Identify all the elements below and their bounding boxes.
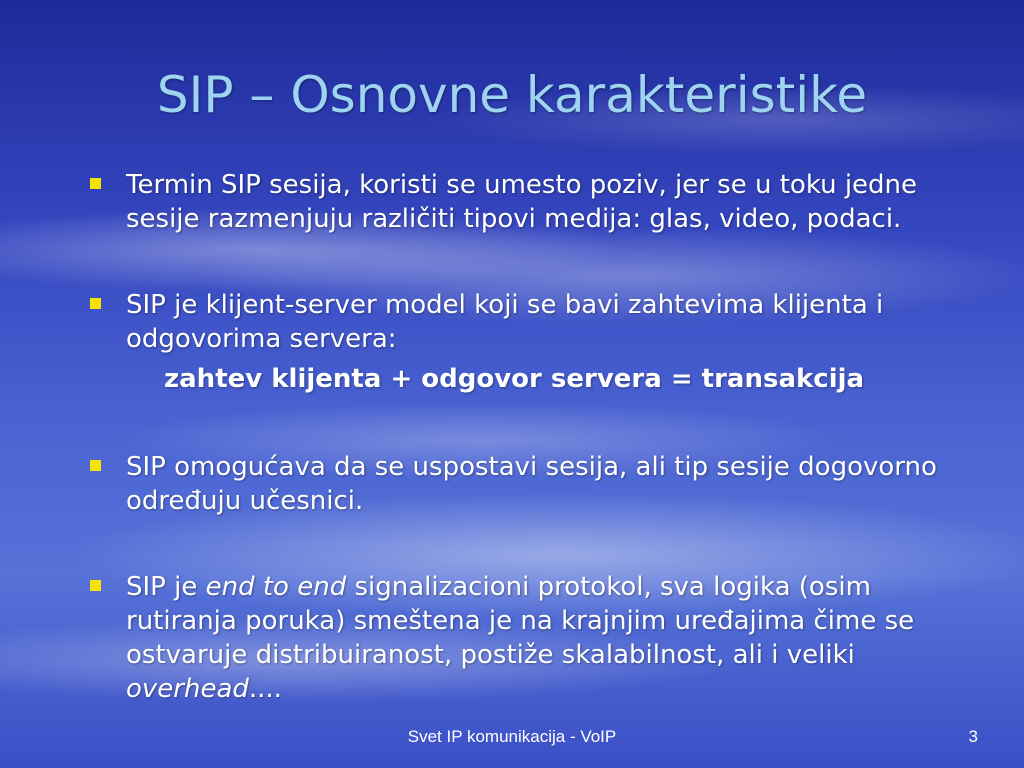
slide-title: SIP – Osnovne karakteristike: [156, 66, 868, 124]
bullet-text: Termin SIP sesija, koristi se umesto poziv, jer se u toku jedne sesije razmenjuju različiti tipovi medija: glas, video, podaci.: [126, 170, 918, 234]
bullet-text-suffix: ....: [248, 674, 282, 704]
page-number: 3: [968, 727, 978, 746]
square-bullet-icon: [90, 298, 101, 309]
transaction-formula: zahtev klijenta + odgovor servera = transakcija: [164, 364, 865, 394]
bullet-item-1: [88, 168, 988, 236]
bullet-item-3: [88, 450, 988, 518]
bullet-text: SIP omogućava da se uspostavi sesija, ali tip sesije dogovorno određuju učesnici.: [126, 452, 937, 516]
bullet-text-middle: signalizacioni protokol, sva logika (osim rutiranja poruka) smeštena je na krajnjim uređajima čime se ostvaruje distribuiranost, postiže skalabilnost, ali i veliki: [126, 572, 915, 670]
slide-content: [88, 168, 988, 706]
footer-text: Svet IP komunikacija - VoIP: [407, 727, 617, 746]
bullet-text: SIP je klijent-server model koji se bavi zahtevima klijenta i odgovorima servera:: [126, 290, 884, 354]
bullet-emphasis-overhead: overhead: [126, 674, 249, 704]
square-bullet-icon: [90, 460, 101, 471]
bullet-item-4: [88, 570, 988, 706]
bullet-emphasis: end to end: [205, 572, 347, 602]
bullet-text-prefix: SIP je: [126, 572, 206, 602]
square-bullet-icon: [90, 178, 101, 189]
square-bullet-icon: [90, 580, 101, 591]
bullet-item-2: [88, 288, 988, 356]
